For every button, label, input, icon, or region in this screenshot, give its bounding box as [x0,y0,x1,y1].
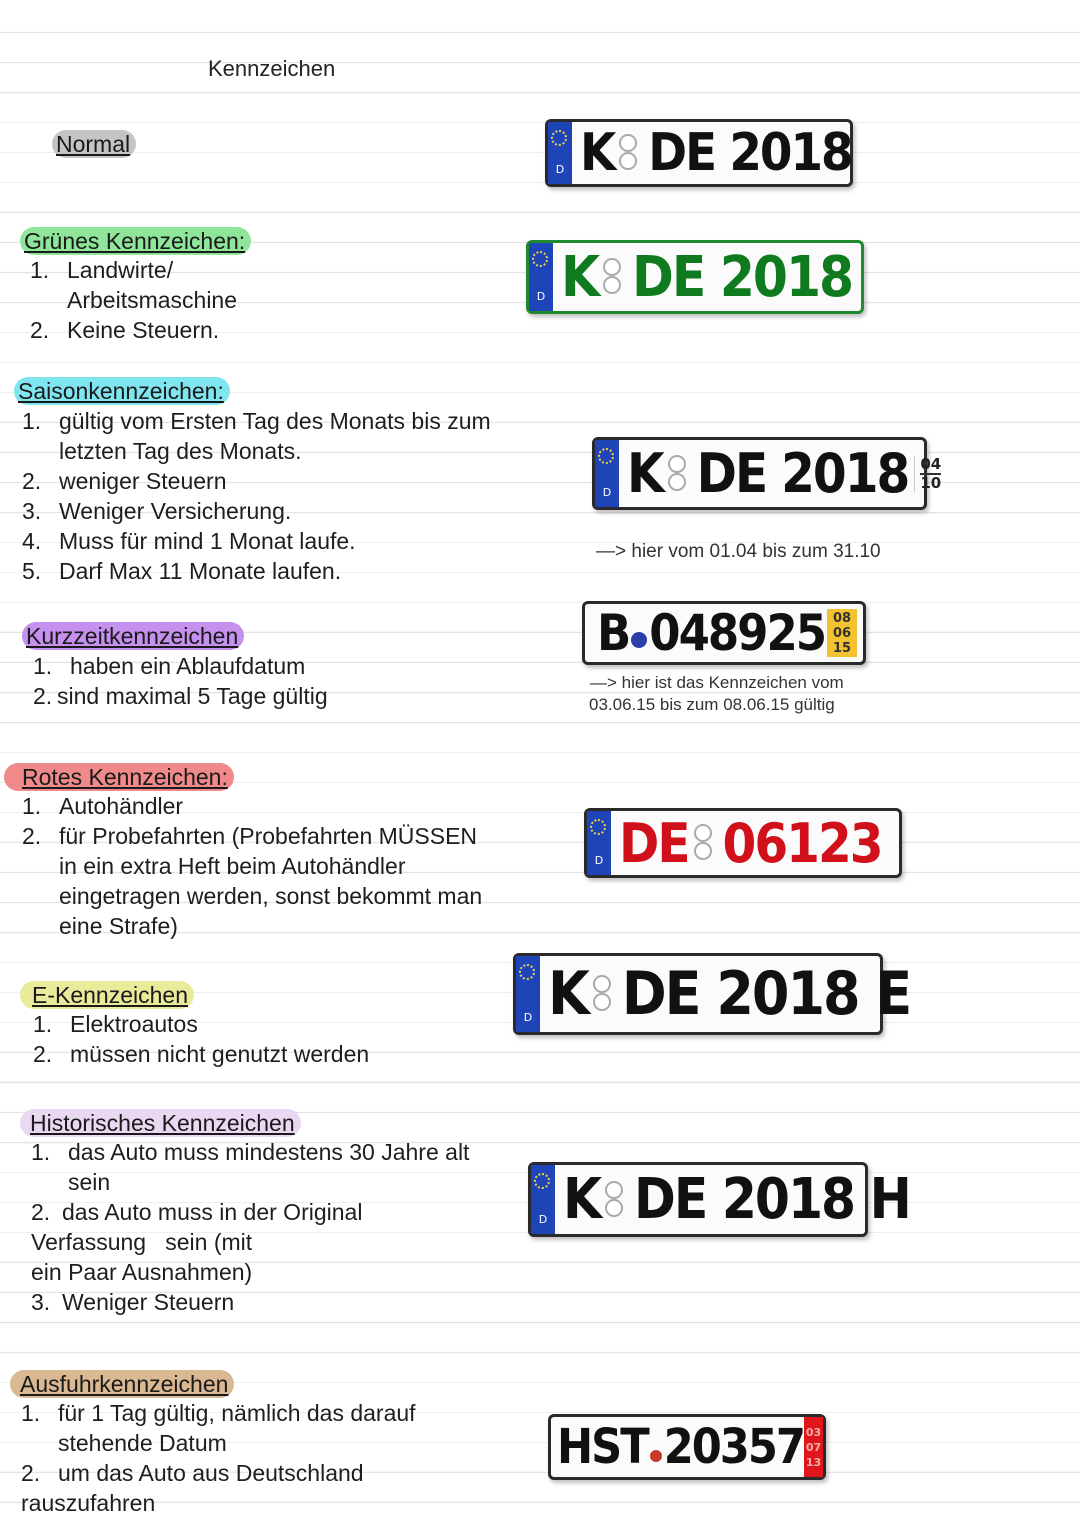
list-item: 1. für 1 Tag gültig, nämlich das darauf [21,1400,416,1426]
seal-icon [592,975,614,1013]
eu-band: D [516,956,540,1032]
plate-city: K [563,1167,601,1232]
season-months: 04 10 [914,456,946,492]
plate-rest: 06123 [722,811,882,875]
plate-dot [650,1450,662,1462]
list-item: 3. Weniger Versicherung. [22,498,292,524]
list-item: 4. Muss für mind 1 Monat laufe. [22,528,356,554]
list-item: 2. sind maximal 5 Tage gültig [33,683,328,709]
note-saison: —> hier vom 01.04 bis zum 31.10 [596,541,881,562]
list-item: 2. müssen nicht genutzt werden [33,1041,370,1067]
list-item: 1. Autohändler [22,793,184,819]
plate-city: K [548,959,588,1029]
plate-city: DE [619,811,689,875]
list-item: rauszufahren [21,1490,156,1516]
date-box: 03 07 13 [804,1417,823,1477]
list-item: eine Strafe) [59,913,178,939]
page-title: Kennzeichen [208,56,336,81]
seal-icon [618,134,640,172]
plate-rest: DE 2018 [696,442,909,505]
plate-dot [631,632,647,648]
plate-ausfuhr [548,1414,826,1480]
seal-icon [604,1181,626,1219]
seal-icon [602,258,624,296]
eu-stars-icon [532,251,548,267]
plate-rest: 20357 [663,1419,804,1475]
plate-city: HST [557,1419,648,1475]
plate-city: K [627,442,663,505]
plate-rest: DE 2018 [648,123,852,183]
list-item: ein Paar Ausnahmen) [31,1259,253,1285]
plate-gruen [526,240,864,314]
heading-historisch: Historisches Kennzeichen [20,1109,301,1137]
list-item: 1. Landwirte/ [30,257,174,283]
plate-e [513,953,911,1035]
list-item: 3. Weniger Steuern [31,1289,235,1315]
eu-stars-icon [551,130,567,146]
plate-rot [584,808,902,878]
list-item: stehende Datum [58,1430,227,1456]
list-item: 2. um das Auto aus Deutschland [21,1460,364,1486]
list-item: 1. Elektroautos [33,1011,198,1037]
eu-band: D [529,243,553,311]
seal-icon [693,824,715,862]
list-item: 2. für Probefahrten (Probefahrten MÜSSEN [22,823,478,849]
plate-kurzzeit [582,601,866,665]
list-item: 1. haben ein Ablaufdatum [33,653,306,679]
list-item: letzten Tag des Monats. [59,438,302,464]
plate-rest: 048925 [649,604,826,662]
list-item: 5. Darf Max 11 Monate laufen. [22,558,342,584]
heading-saison: Saisonkennzeichen: [14,377,230,405]
eu-band: D [595,440,619,507]
eu-stars-icon [519,964,535,980]
plate-rest: DE 2018 [632,244,853,310]
list-item: 2. das Auto muss in der Original [31,1199,363,1225]
list-item: 1. gültig vom Ersten Tag des Monats bis zum [22,408,491,434]
heading-ausfuhr: Ausfuhrkennzeichen [10,1370,234,1398]
note-kurzzeit-1: —> hier ist das Kennzeichen vom [590,673,844,692]
list-item: 2. weniger Steuern [22,468,227,494]
list-item: sein [68,1169,111,1195]
list-item: Verfassung sein (mit [31,1229,253,1255]
eu-stars-icon [590,819,606,835]
date-box: 08 06 15 [827,609,857,657]
eu-stars-icon [598,448,614,464]
plate-city: B [597,604,630,662]
list-item: Arbeitsmaschine [67,287,238,313]
heading-e: E-Kennzeichen [20,981,194,1009]
heading-kurzzeit: Kurzzeitkennzeichen [22,622,244,650]
list-item: 1. das Auto muss mindestens 30 Jahre alt [31,1139,470,1165]
plate-rest: DE 2018 H [634,1167,910,1232]
eu-band: D [548,122,572,184]
heading-rot: Rotes Kennzeichen: [4,763,234,791]
plate-saison [592,437,942,510]
plate-city: K [580,123,615,183]
list-item: in ein extra Heft beim Autohändler [59,853,406,879]
heading-gruen: Grünes Kennzeichen: [20,227,251,255]
plate-city: K [561,244,599,310]
heading-normal: Normal [52,130,136,158]
eu-band: D [587,811,611,875]
plate-rest: DE 2018 E [621,959,911,1029]
plate-historisch [528,1162,910,1237]
eu-stars-icon [534,1173,550,1189]
seal-icon [667,455,689,493]
eu-band: D [531,1165,555,1234]
list-item: eingetragen werden, sonst bekommt man [59,883,483,909]
plate-normal [545,119,853,187]
list-item: 2. Keine Steuern. [30,317,220,343]
note-kurzzeit-2: 03.06.15 bis zum 08.06.15 gültig [589,695,835,714]
